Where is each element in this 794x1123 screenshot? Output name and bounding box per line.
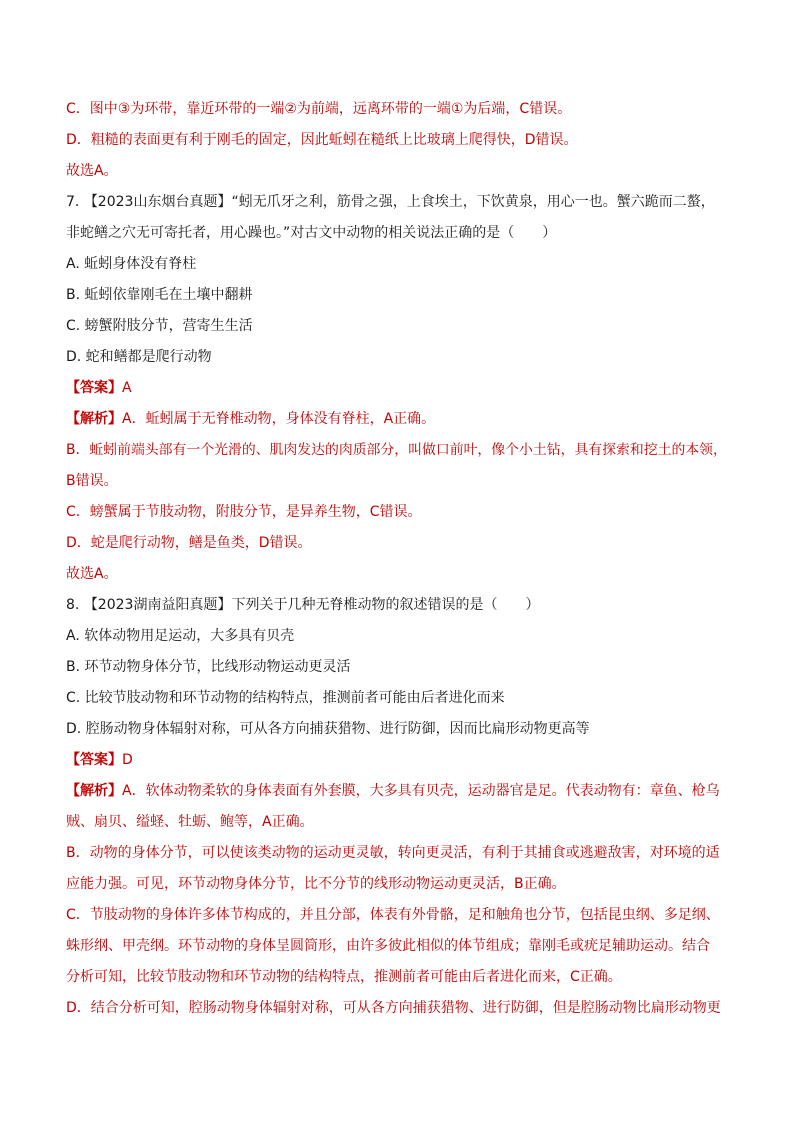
q7-analysis-d: D．蛇是爬行动物，鳝是鱼类，D错误。 (66, 535, 312, 551)
prev-choice: 故选A。 (66, 163, 118, 179)
q8-analysis-a2: 贼、扇贝、缢蛏、牡蛎、鲍等，A正确。 (66, 814, 314, 830)
q8-source: 【2023湖南益阳真题】 (83, 597, 232, 613)
q8-option-c: C. 比较节肢动物和环节动物的结构特点，推测前者可能由后者进化而来 (66, 690, 505, 706)
q8-analysis-b2: 应能力强。可见，环节动物身体分节，比不分节的线形动物运动更灵活，B正确。 (66, 876, 566, 892)
q7-option-a: A. 蚯蚓身体没有脊柱 (66, 256, 197, 272)
q7-analysis-c: C．螃蟹属于节肢动物，附肢分节，是异养生物，C错误。 (66, 504, 422, 520)
q7-analysis-b1: B．蚯蚓前端头部有一个光滑的、肌肉发达的肉质部分，叫做口前叶，像个小土钻，具有探索和挖土的本领， (66, 442, 727, 458)
q8-analysis-d1: D．结合分析可知，腔肠动物身体辐射对称，可从各方向捕获猎物、进行防御，但是腔肠动物比扁形动物更 (66, 1000, 721, 1016)
q8-analysis-label: 【解析】 (66, 783, 122, 799)
q7-number: 7. (66, 194, 80, 210)
q7-answer-label: 【答案】 (66, 380, 122, 396)
q7-option-c: C. 螃蟹附肢分节，营寄生生活 (66, 318, 253, 334)
q8-option-d: D. 腔肠动物身体辐射对称，可从各方向捕获猎物、进行防御，因而比扁形动物更高等 (66, 721, 590, 737)
q7-answer-value: A (122, 380, 132, 396)
q8-analysis-c2: 蛛形纲、甲壳纲。环节动物的身体呈圆筒形，由许多彼此相似的体节组成；靠刚毛或疣足辅助运动。结合 (66, 938, 710, 954)
q7-choice: 故选A。 (66, 566, 118, 582)
q8-stem (66, 590, 728, 621)
document-page (66, 94, 728, 1024)
q7-stem-1: “蚓无爪牙之利，筋骨之强，上食埃土，下饮黄泉，用心一也。蟹六跪而二螯， (231, 194, 715, 210)
q7-stem-line1 (66, 187, 728, 218)
q7-answer (66, 373, 728, 404)
q8-number: 8. (66, 597, 80, 613)
q8-analysis-a1-text: A．软体动物柔软的身体表面有外套膜，大多具有贝壳，运动器官是足。代表动物有：章鱼、枪乌 (122, 783, 720, 799)
q8-answer-value: D (122, 752, 133, 768)
q8-answer-label: 【答案】 (66, 752, 122, 768)
q8-option-a: A. 软体动物用足运动，大多具有贝壳 (66, 628, 295, 644)
q8-analysis-b1: B．动物的身体分节，可以使该类动物的运动更灵敏，转向更灵活，有利于其捕食或逃避敌害，对环境的适 (66, 845, 720, 861)
q7-source: 【2023山东烟台真题】 (83, 194, 232, 210)
q7-analysis-a-text: A．蚯蚓属于无脊椎动物，身体没有脊柱，A正确。 (122, 411, 436, 427)
q7-analysis-b2: B错误。 (66, 473, 118, 489)
q8-option-b: B. 环节动物身体分节，比线形动物运动更灵活 (66, 659, 351, 675)
q7-option-d: D. 蛇和鳝都是爬行动物 (66, 349, 212, 365)
q8-analysis-c3: 分析可知，比较节肢动物和环节动物的结构特点，推测前者可能由后者进化而来，C正确。 (66, 969, 622, 985)
q8-answer (66, 745, 728, 776)
q7-analysis-a (66, 404, 728, 435)
q7-stem-line2: 非蛇鳝之穴无可寄托者，用心躁也。”对古文中动物的相关说法正确的是（ ） (66, 225, 557, 241)
q8-stem-text: 下列关于几种无脊椎动物的叙述错误的是（ ） (231, 597, 540, 613)
q8-analysis-a1 (66, 776, 728, 807)
q7-option-b: B. 蚯蚓依靠刚毛在土壤中翻耕 (66, 287, 253, 303)
prev-analysis-c: C．图中③为环带，靠近环带的一端②为前端，远离环带的一端①为后端，C错误。 (66, 101, 572, 117)
q7-analysis-label: 【解析】 (66, 411, 122, 427)
prev-analysis-d: D．粗糙的表面更有利于刚毛的固定，因此蚯蚓在糙纸上比玻璃上爬得快，D错误。 (66, 132, 578, 148)
q8-analysis-c1: C．节肢动物的身体许多体节构成的，并且分部，体表有外骨骼，足和触角也分节，包括昆虫纲、多足纲、 (66, 907, 720, 923)
